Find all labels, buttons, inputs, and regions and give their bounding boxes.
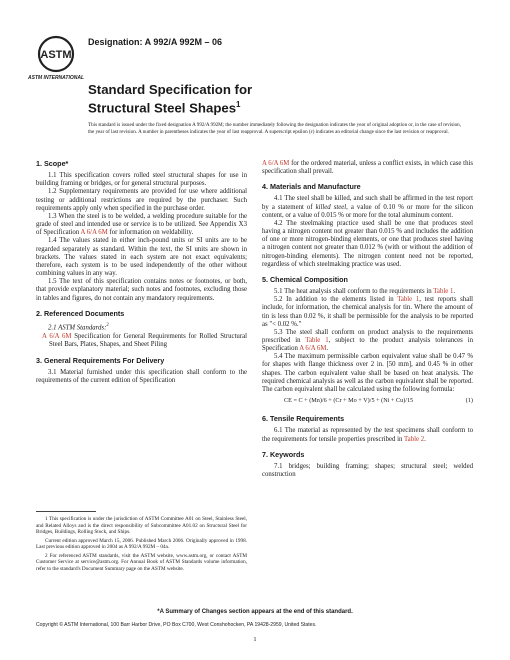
link-table-2[interactable]: Table 2 (404, 435, 425, 443)
footnote-divider (36, 511, 96, 512)
section-7-heading: 7. Keywords (262, 449, 305, 459)
para-5-2: 5.2 In addition to the elements listed in Table 1, test reports shall include, for information, the chemical analysis for tin. Where the amount of tin is less than 0.02 %, it shall be permissible for the analysis to be reported as "< 0.02 %." (262, 296, 473, 328)
para-6-1: 6.1 The material as represented by the test specimens shall conform to the requirements for tensile properties prescribed in Table 2. (262, 427, 473, 443)
para-3-1-cont: A 6/A 6M for the ordered material, unless a conflict exists, in which case this specification shall prevail. (262, 160, 473, 176)
reference-item: A 6/A 6M Specification for General Requirements for Rolled Structural Steel Bars, Plates, Shapes, and Sheet Piling (42, 333, 247, 349)
para-5-1: 5.1 The heat analysis shall conform to the requirements in Table 1. (274, 288, 456, 296)
para-1-1: 1.1 This specification covers rolled steel structural shapes for use in building framing or bridges, or for general structural purposes. (36, 172, 247, 188)
page-number: 1 (253, 636, 257, 643)
footnote-1: 1 This specification is under the jurisdiction of ASTM Committee A01 on Steel, Stainless Steel, and Related Alloys and is the direct responsibility of Subcommittee A01.02 on Structural Steel for Bridges, Buildings, Rolling Stock, and Ships. (36, 516, 247, 535)
para-5-3: 5.3 The steel shall conform on product analysis to the requirements prescribed in Table 1, subject to the product analysis tolerances in Specification A 6/A 6M. (262, 328, 473, 353)
link-a6-ref[interactable]: A 6/A 6M (42, 333, 72, 341)
para-4-2: 4.2 The steelmaking practice used shall be one that produces steel having a nitrogen content not greater than 0.015 % and includes the addition of one or more nitrogen-binding elements, or one that produces steel having a nitrogen content not greater than 0.012 % (with or without the addition of nitrogen-binding elements). The nitrogen content need not be reported, regardless of which steelmaking practice was used. (262, 219, 473, 268)
link-a6[interactable]: A 6/A 6M (80, 229, 108, 237)
carbon-equivalent-equation (262, 394, 473, 408)
para-1-3: 1.3 When the steel is to be welded, a welding procedure suitable for the grade of steel and intended use or service is to be utilized. See Appendix X3 of Specification A 6/A 6M for information on weldability. (36, 212, 247, 237)
para-1-4: 1.4 The values stated in either inch-pound units or SI units are to be regarded separately as standard. Within the text, the SI units are shown in brackets. The values stated in each system are not exact equivalents; therefore, each system is to be used independently of the other without combining values in any way. (36, 237, 247, 278)
designation: Designation: A 992/A 992M – 06 (88, 37, 223, 47)
svg-text:ASTM INTERNATIONAL: ASTM INTERNATIONAL (27, 75, 85, 81)
footnote-2: 2 For referenced ASTM standards, visit the ASTM website, www.astm.org, or contact ASTM Customer Service at service@astm.org. For Annual Book of ASTM Standards volume information, refer to the standard's Document Summary page on the ASTM website. (36, 552, 247, 572)
equation-text: CE = C + (Mn)/6 + (Cr + Mo + V)/5 + (Ni + Cu)/15 (284, 397, 414, 405)
title-line-2: Structural Steel Shapes$^1$ (88, 100, 241, 116)
para-7-1: 7.1 bridges; building framing; shapes; structural steel; welded construction (262, 462, 473, 478)
footnote-1-edition: Current edition approved March 15, 2006. Published March 2006. Originally approved in 1998. Last previous edition approved in 2004 as A 992/A 992M – 04a. (36, 537, 247, 550)
section-5-heading: 5. Chemical Composition (262, 274, 348, 284)
para-3-1: 3.1 Material furnished under this specification shall conform to the requirements of the current edition of Specification (36, 368, 247, 384)
link-table-1[interactable]: Table 1 (305, 336, 329, 344)
link-table-1[interactable]: Table 1 (433, 288, 454, 296)
para-5-4: 5.4 The maximum permissible carbon equivalent value shall be 0.47 % for shapes with flange thickness over 2 in. [50 mm], and 0.45 % in other shapes. The carbon equivalent value shall be based on heat analysis. The required chemical analysis as well as the carbon equivalent shall be reported. The carbon equivalent shall be calculated using the following formula: (262, 353, 473, 393)
right-column (262, 160, 473, 479)
svg-text:ASTM: ASTM (40, 49, 72, 61)
section-3-heading: 3. General Requirements For Delivery (36, 355, 165, 365)
link-table-1[interactable]: Table 1 (397, 296, 420, 304)
section-1-heading: 1. Scope* (36, 159, 69, 168)
page-title (88, 82, 418, 115)
title-line-1: Standard Specification for (88, 82, 253, 97)
summary-note: *A Summary of Changes section appears at the end of this standard. (157, 609, 353, 615)
left-column (36, 160, 247, 385)
para-4-1: 4.1 The steel shall be killed, and such shall be affirmed in the test report by a statement of killed steel, a value of 0.10 % or more for the silicon content, or a value of 0.015 % or more for the total aluminum content. (262, 195, 473, 219)
astm-logo-icon (27, 34, 85, 82)
section-2-heading: 2. Referenced Documents (36, 308, 125, 318)
link-a6-cont[interactable]: A 6/A 6M (262, 160, 290, 167)
equation-number: (1) (465, 397, 473, 405)
para-1-2: 1.2 Supplementary requirements are provided for use where additional testing or additional restrictions are required by the purchaser. Such requirements apply only when specified in the purchase order. (36, 188, 247, 212)
section-6-heading: 6. Tensile Requirements (262, 414, 345, 424)
para-1-5: 1.5 The text of this specification contains notes or footnotes, or both, that provide explanatory material; such notes and footnotes, excluding those in tables and figures, do not contain any mandatory requirements. (36, 278, 247, 302)
para-2-1: 2.1 ASTM Standards:$^2$ (48, 322, 109, 332)
link-a6[interactable]: A 6/A 6M (299, 345, 327, 353)
footnotes (36, 511, 247, 574)
standard-notice: This standard is issued under the fixed designation A 992/A 992M; the number immediately following the designation indicates the year of original adoption or, in the case of revision, the year of last revision. A number in parentheses indicates the year of last reapproval. A superscript epsilon (ε) indicates an editorial change since the last revision or reapproval. (88, 122, 461, 136)
section-4-heading: 4. Materials and Manufacture (262, 182, 361, 192)
copyright: Copyright © ASTM International, 100 Barr Harbor Drive, PO Box C700, West Conshohocken, PA 19428-2959, United States. (36, 622, 317, 628)
